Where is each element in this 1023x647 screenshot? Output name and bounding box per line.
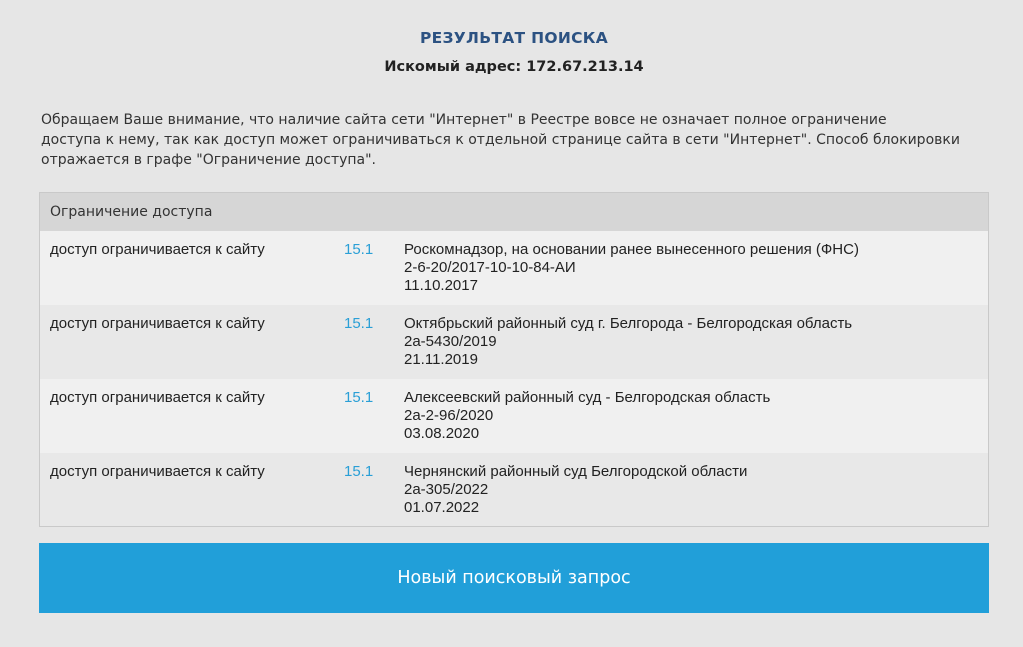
new-search-button[interactable]: Новый поисковый запрос	[39, 543, 989, 613]
table-row	[40, 231, 988, 305]
restriction-basis	[404, 241, 859, 295]
page-title: РЕЗУЛЬТАТ ПОИСКА	[419, 29, 609, 47]
notice-line-1: Обращаем Ваше внимание, что наличие сайта сети "Интернет" в Реестре вовсе не означает полное ограничение	[41, 112, 887, 128]
decision-date: 03.08.2020	[404, 425, 480, 442]
restriction-type: доступ ограничивается к сайту	[50, 463, 265, 480]
restriction-type: доступ ограничивается к сайту	[50, 241, 265, 258]
decision-date: 11.10.2017	[404, 277, 478, 294]
registry-notice	[41, 110, 991, 170]
decision-number: 2а-305/2022	[404, 481, 489, 498]
law-article: 15.1	[344, 241, 374, 258]
restriction-basis	[404, 315, 852, 369]
restriction-type: доступ ограничивается к сайту	[50, 389, 265, 406]
notice-line-3: отражается в графе "Ограничение доступа".	[41, 152, 377, 168]
table-header: Ограничение доступа	[40, 193, 988, 231]
restriction-basis	[404, 389, 770, 443]
authority: Алексеевский районный суд - Белгородская область	[404, 389, 771, 406]
decision-date: 01.07.2022	[404, 499, 480, 516]
restriction-basis	[404, 463, 747, 517]
law-article: 15.1	[344, 389, 374, 406]
decision-date: 21.11.2019	[404, 351, 478, 368]
restriction-type: доступ ограничивается к сайту	[50, 315, 265, 332]
decision-number: 2-6-20/2017-10-10-84-АИ	[404, 259, 576, 276]
law-article: 15.1	[344, 463, 374, 480]
decision-number: 2а-5430/2019	[404, 333, 497, 350]
authority: Октябрьский районный суд г. Белгорода - Белгородская область	[404, 315, 853, 332]
table-row	[40, 379, 988, 453]
searched-address: Искомый адрес: 172.67.213.14	[384, 59, 644, 75]
authority: Роскомнадзор, на основании ранее вынесенного решения (ФНС)	[404, 241, 859, 258]
table-row	[40, 305, 988, 379]
authority: Чернянский районный суд Белгородской области	[404, 463, 748, 480]
law-article: 15.1	[344, 315, 374, 332]
notice-line-2: доступа к нему, так как доступ может ограничиваться к отдельной странице сайта в сети "Интернет". Способ блокировки	[41, 132, 960, 148]
restrictions-table	[39, 192, 989, 527]
table-row	[40, 453, 988, 526]
decision-number: 2а-2-96/2020	[404, 407, 494, 424]
